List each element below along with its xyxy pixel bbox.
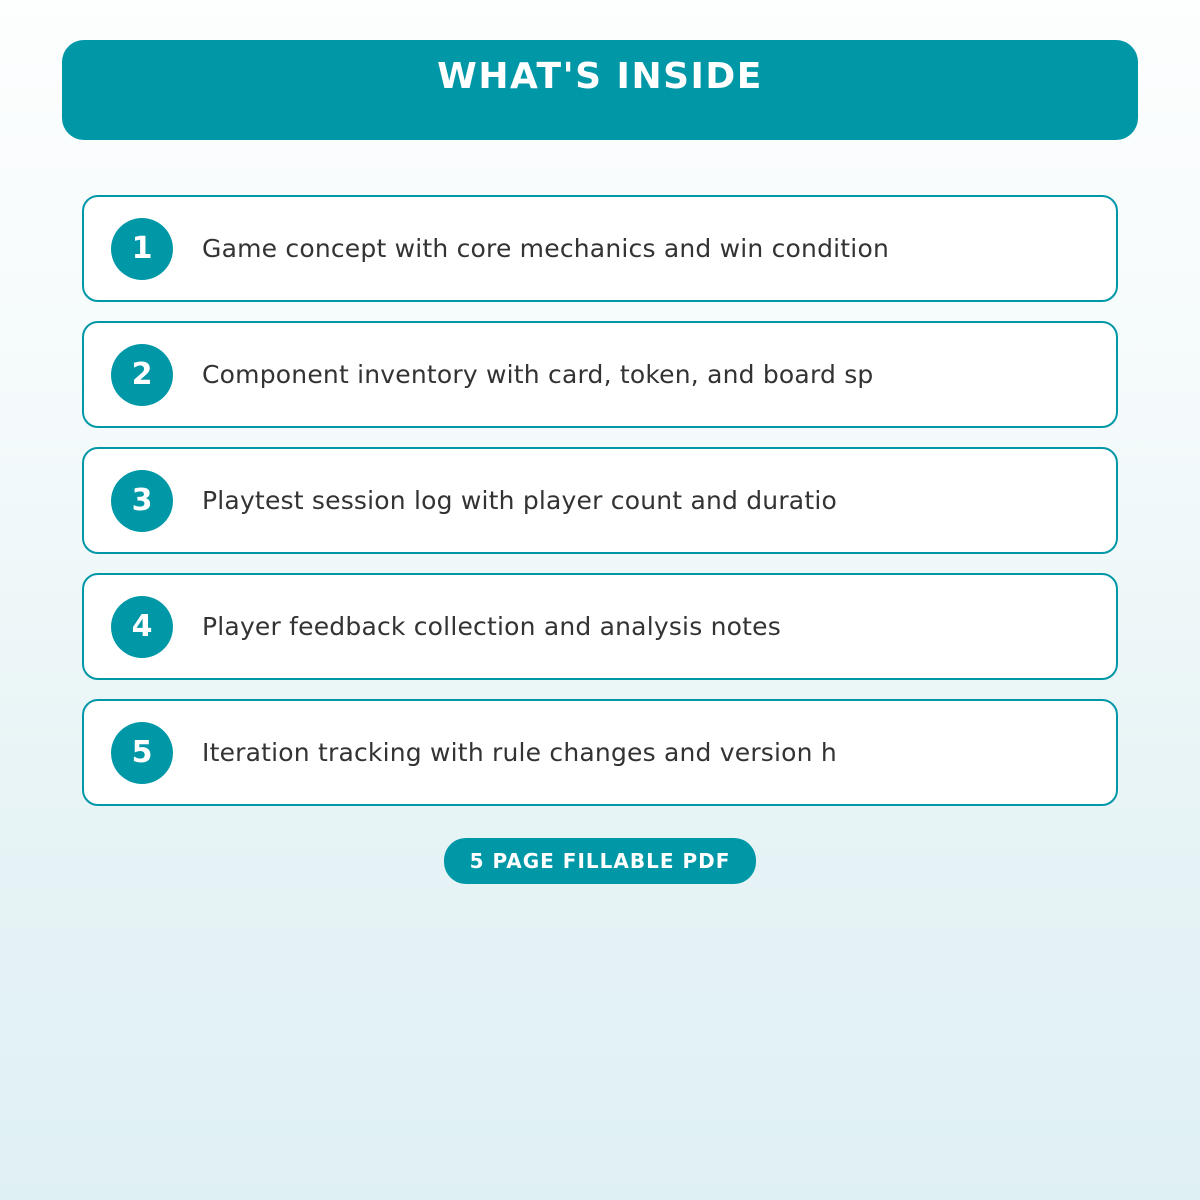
- item-text: Game concept with core mechanics and win condition: [202, 234, 889, 263]
- page-title: WHAT'S INSIDE: [437, 55, 763, 97]
- item-number-badge: 5: [111, 722, 173, 784]
- item-text: Component inventory with card, token, and board sp: [202, 360, 874, 389]
- list-item: [82, 447, 1118, 554]
- item-number-badge: 1: [111, 218, 173, 280]
- header-banner: [62, 40, 1138, 140]
- item-number-badge: 4: [111, 596, 173, 658]
- page-count-badge: 5 PAGE FILLABLE PDF: [444, 838, 757, 884]
- list-item: [82, 573, 1118, 680]
- items-list: [82, 195, 1118, 806]
- item-text: Player feedback collection and analysis notes: [202, 612, 781, 641]
- badge-row: [0, 838, 1200, 884]
- item-text: Playtest session log with player count and duratio: [202, 486, 837, 515]
- item-text: Iteration tracking with rule changes and version h: [202, 738, 837, 767]
- list-item: [82, 321, 1118, 428]
- list-item: [82, 699, 1118, 806]
- item-number-badge: 3: [111, 470, 173, 532]
- list-item: [82, 195, 1118, 302]
- item-number-badge: 2: [111, 344, 173, 406]
